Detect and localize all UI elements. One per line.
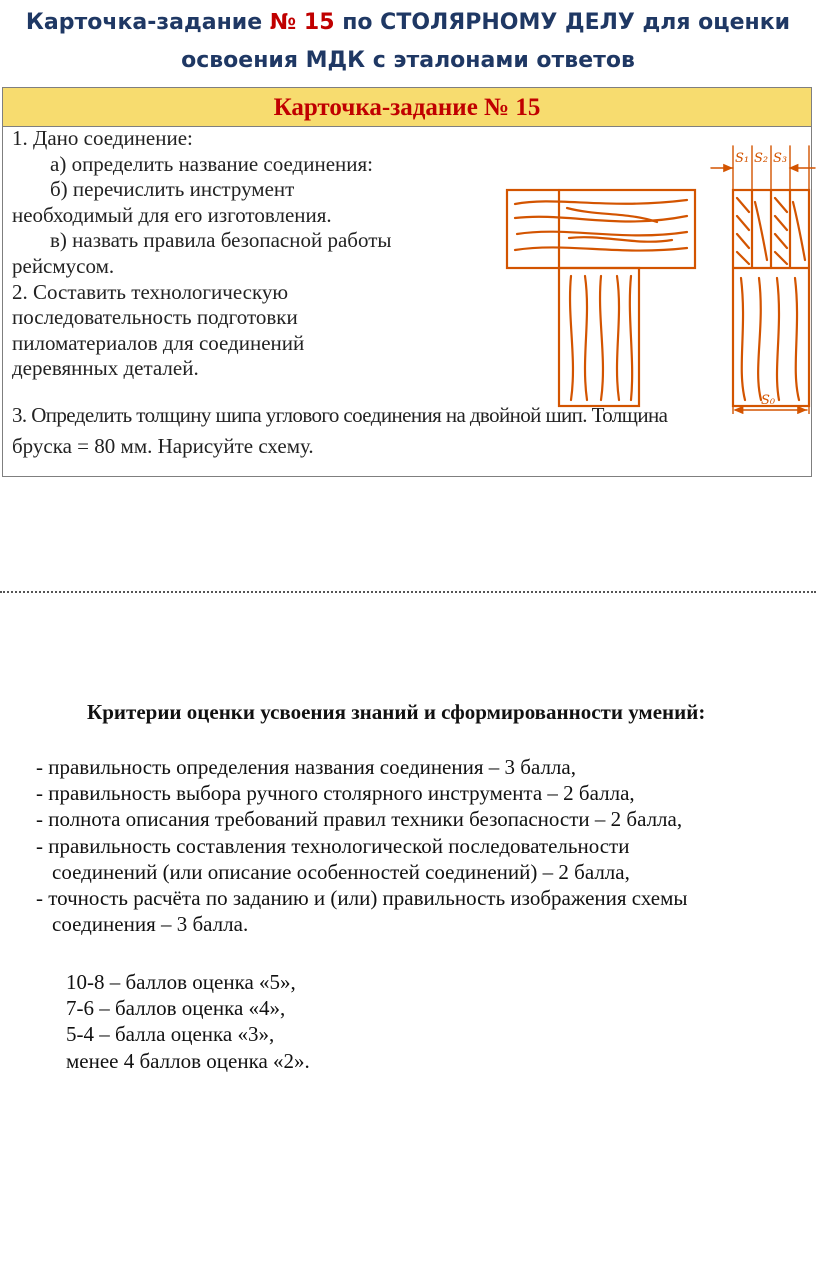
card-heading: Карточка-задание № 15 bbox=[3, 88, 811, 127]
criteria-item: - точность расчёта по заданию и (или) правильность изображения схемы bbox=[36, 886, 688, 911]
title-card-number: № 15 bbox=[269, 10, 335, 35]
title-line-1 bbox=[0, 4, 816, 42]
document-title bbox=[0, 4, 816, 80]
criteria-item: соединения – 3 балла. bbox=[52, 912, 249, 937]
grade-scale bbox=[66, 969, 310, 1074]
task-3-line-1: 3. Определить толщину шипа углового соединения на двойной шип. Толщина bbox=[12, 403, 668, 427]
task-list bbox=[12, 126, 482, 382]
task-3-line-2: бруска = 80 мм. Нарисуйте схему. bbox=[12, 434, 314, 458]
criteria-item: соединений (или описание особенностей соединений) – 2 балла, bbox=[52, 859, 630, 884]
task-line: а) определить название соединения: bbox=[50, 151, 374, 176]
title-part-1: Карточка-задание bbox=[25, 10, 270, 35]
task-line: необходимый для его изготовления. bbox=[12, 202, 332, 227]
criteria-list bbox=[36, 754, 806, 937]
grade-line: 10-8 – баллов оценка «5», bbox=[66, 970, 296, 994]
task-line: 1. Дано соединение: bbox=[12, 126, 193, 150]
dim-label-s2: S₂ bbox=[754, 151, 769, 166]
task-card bbox=[2, 87, 812, 477]
title-line-2: освоения МДК с эталонами ответов bbox=[181, 48, 635, 73]
criteria-item: - правильность выбора ручного столярного инструмента – 2 балла, bbox=[36, 781, 635, 806]
joint-diagram bbox=[497, 138, 816, 414]
task-line: 2. Составить технологическую bbox=[12, 279, 289, 304]
dim-label-s3: S₃ bbox=[773, 151, 788, 166]
task-line: деревянных деталей. bbox=[12, 356, 199, 381]
task-line: пиломатериалов для соединений bbox=[12, 330, 305, 355]
title-part-2: по СТОЛЯРНОМУ ДЕЛУ для оценки bbox=[334, 10, 791, 35]
task-line: в) назвать правила безопасной работы bbox=[50, 228, 392, 253]
grade-line: 7-6 – баллов оценка «4», bbox=[66, 996, 286, 1021]
criteria-item: - полнота описания требований правил техники безопасности – 2 балла, bbox=[36, 807, 683, 832]
page-separator bbox=[0, 591, 816, 593]
grade-line: менее 4 баллов оценка «2». bbox=[66, 1048, 310, 1073]
task-line: б) перечислить инструмент bbox=[50, 177, 295, 202]
task-line: рейсмусом. bbox=[12, 253, 115, 278]
criteria-item: - правильность составления технологической последовательности bbox=[36, 833, 630, 858]
task-line: последовательность подготовки bbox=[12, 305, 298, 330]
dim-label-s1: S₁ bbox=[735, 151, 750, 166]
criteria-item: - правильность определения названия соединения – 3 балла, bbox=[36, 755, 576, 779]
dim-label-s0: S₀ bbox=[761, 393, 776, 408]
criteria-title: Критерии оценки усвоения знаний и сформированности умений: bbox=[87, 700, 706, 724]
grade-line: 5-4 – балла оценка «3», bbox=[66, 1022, 275, 1047]
